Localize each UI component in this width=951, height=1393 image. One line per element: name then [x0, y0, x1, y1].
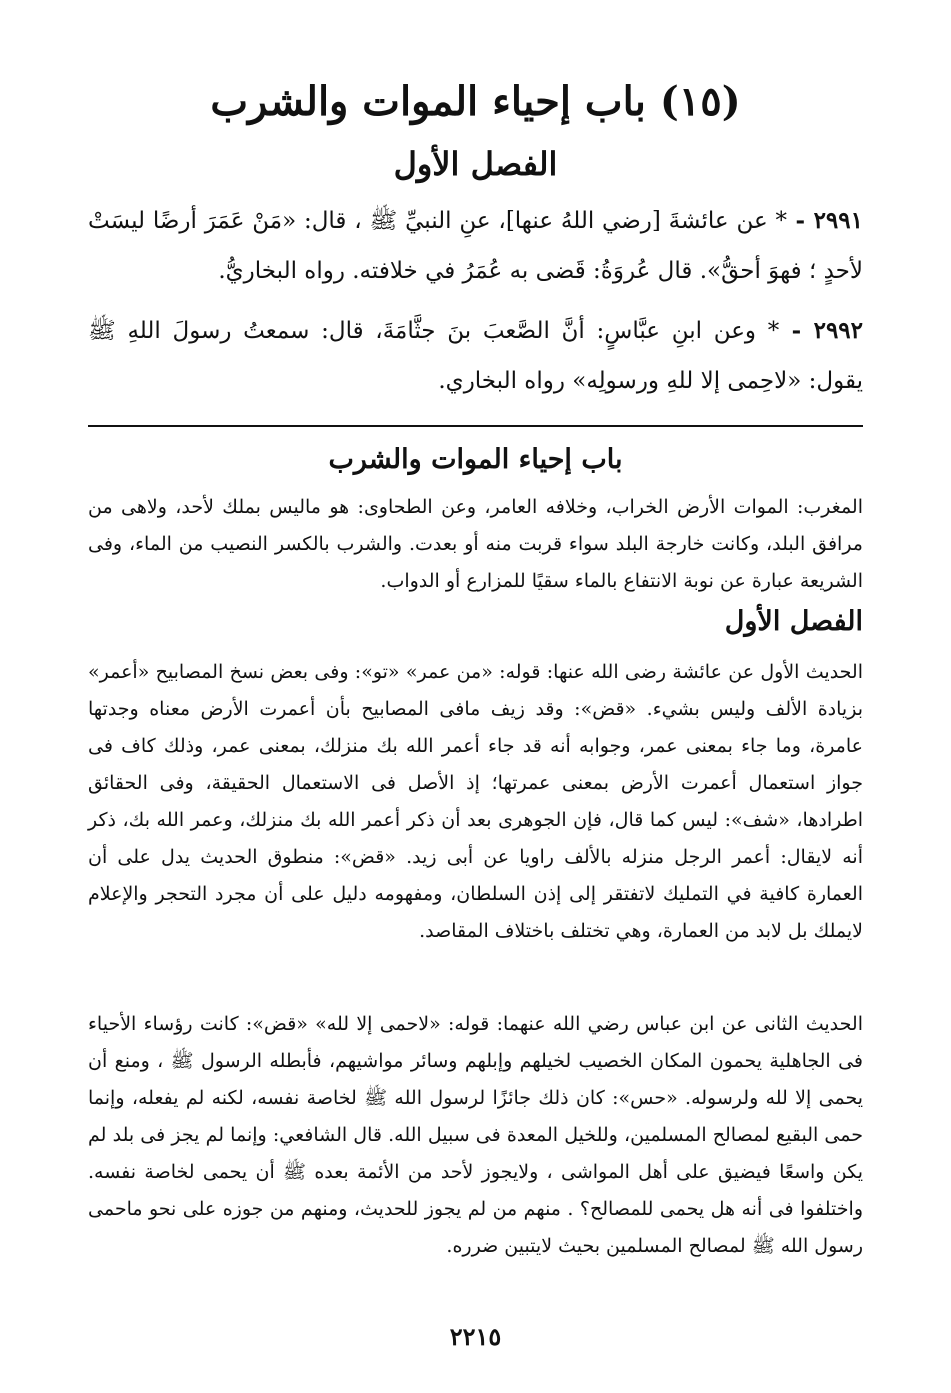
- hadith-text: * عن عائشةَ [رضي اللهُ عنها]، عنِ النبيِّ ﷺ ، قال: «مَنْ عَمَرَ أرضًا ليسَتْ لأحدٍ ؛ فهوَ أحقُّ». قال عُروَةُ: قَضى به عُمَرُ في خلافته. رواه البخاريُّ.: [88, 208, 863, 284]
- separator-rule: [88, 425, 863, 427]
- hadith-number: ٢٩٩١ -: [787, 207, 863, 234]
- commentary-paragraph: الحديث الأول عن عائشة رضى الله عنها: قوله: «من عمر» «تو»: وفى بعض نسخ المصابيح «أعمر» بزيادة الألف وليس بشيء. «قض»: وقد زيف مافى المصابيح بأن أعمرت الأرض معناه وجدتها عامرة، وما جاء بمعنى عمر، وجوابه أنه قد جاء أعمر الله بك منزلك، بمعنى عمر، وذلك كاف فى جواز استعمال أعمرت الأرض بمعنى عمرتها؛ إذ الأصل فى الاستعمال الحقيقة، وفى الحقائق اطرادها، «شف»: ليس كما قال، فإن الجوهرى بعد أن ذكر أعمر الله بك منزلك، وعمر الله بك، ذكر أنه لايقال: أعمر الرجل منزله بالألف راويا عن أبى زيد. «قض»: منطوق الحديث يدل على أن العمارة كافية في التمليك لاتفتقر إلى إذن السلطان، ومفهومه دليل على أن مجرد التحجر والإعلام لايملك بل لابد من العمارة، وهي تختلف باختلاف المقاصد.: [88, 661, 863, 942]
- commentary-intro: المغرب: الموات الأرض الخراب، وخلافه العامر، وعن الطحاوى: هو ماليس بملك لأحد، ولاهى من مرافق البلد، وكانت خارجة البلد سواء قربت منه أو بعدت. والشرب بالكسر النصيب من الماء، وفى الشريعة عبارة عن نوبة الانتفاع بالماء سقيًا للمزارع أو الدواب.: [88, 496, 863, 592]
- commentary-title: باب إحياء الموات والشرب: [328, 444, 623, 475]
- hadith-2991: [88, 196, 863, 296]
- hadith-number: ٢٩٩٢ -: [779, 317, 864, 344]
- chapter-title: (١٥) باب إحياء الموات والشرب: [210, 78, 741, 125]
- book-page: [88, 0, 863, 1393]
- hadith-text: * وعن ابنِ عبَّاسٍ: أنَّ الصَّعبَ بنَ جثَّامَةَ، قال: سمعتُ رسولَ اللهِ ﷺ يقول: «لاحِمى إلا للهِ ورسولِه» رواه البخاري.: [88, 318, 863, 394]
- commentary-paragraph: الحديث الثانى عن ابن عباس رضي الله عنهما: قوله: «لاحمى إلا لله» «قض»: كانت رؤساء الأحياء فى الجاهلية يحمون المكان الخصيب لخيلهم وإبلهم وسائر مواشيهم، فأبطله الرسول ﷺ ، ومنع أن يحمى إلا لله ولرسوله. «حس»: كان ذلك جائزًا لرسول الله ﷺ لخاصة نفسه، لكنه لم يفعله، وإنما حمى البقيع لمصالح المسلمين، وللخيل المعدة فى سبيل الله. قال الشافعي: وإنما لم يجز فى بلد لم يكن واسعًا فيضيق على أهل المواشى ، ولايجوز لأحد من الأئمة بعده ﷺ أن يحمى لخاصة نفسه. واختلفوا فى أنه هل يحمى للمصالح؟ . منهم من لم يجوز للحديث، ومنهم من جوزه على نحو ماحمى رسول الله ﷺ لمصالح المسلمين بحيث لايتبين ضرره.: [88, 1013, 863, 1257]
- commentary-section-title: الفصل الأول: [724, 606, 863, 637]
- hadith-2992: [88, 306, 863, 406]
- section-title: الفصل الأول: [393, 145, 558, 183]
- page-number: ٢٢١٥: [449, 1322, 502, 1351]
